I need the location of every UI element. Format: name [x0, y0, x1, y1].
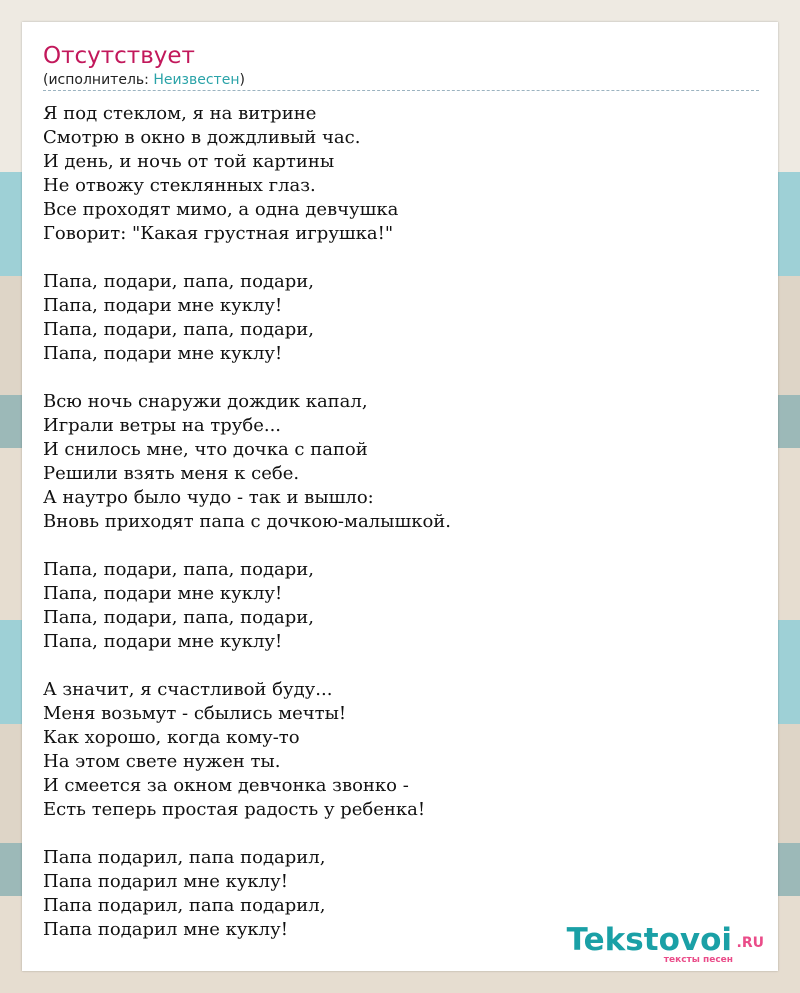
lyrics-line: Как хорошо, когда кому-то	[43, 727, 300, 748]
lyrics-line: А значит, я счастливой буду...	[43, 679, 333, 700]
lyrics-line: Папа подарил, папа подарил,	[43, 895, 326, 916]
site-logo[interactable]	[565, 923, 770, 967]
lyrics-line: Меня возьмут - сбылись мечты!	[43, 703, 347, 724]
lyrics-line: Папа, подари мне куклу!	[43, 631, 283, 652]
lyrics-stanza	[43, 102, 763, 246]
lyrics-line: Смотрю в окно в дождливый час.	[43, 127, 361, 148]
lyrics-line: Говорит: "Какая грустная игрушка!"	[43, 223, 394, 244]
lyrics-line: Все проходят мимо, а одна девчушка	[43, 199, 399, 220]
lyrics-stanza	[43, 270, 763, 366]
artist-link[interactable]: Неизвестен	[153, 72, 240, 88]
lyrics-stanza	[43, 678, 763, 822]
logo-wordmark: Tekstovoi	[566, 922, 732, 958]
title-divider	[43, 90, 759, 91]
lyrics-line: Вновь приходят папа с дочкою-малышкой.	[43, 511, 452, 532]
lyrics-line: Папа, подари, папа, подари,	[43, 559, 315, 580]
lyrics-line: Папа, подари, папа, подари,	[43, 319, 315, 340]
lyrics-line: Всю ночь снаружи дождик капал,	[43, 391, 368, 412]
lyrics-text	[43, 102, 763, 966]
lyrics-stanza	[43, 558, 763, 654]
lyrics-line: Есть теперь простая радость у ребенка!	[43, 799, 426, 820]
lyrics-line: Папа, подари мне куклу!	[43, 583, 283, 604]
lyrics-line: Папа, подари мне куклу!	[43, 343, 283, 364]
song-title: Отсутствует	[43, 43, 195, 69]
lyrics-line: Решили взять меня к себе.	[43, 463, 300, 484]
lyrics-line: И день, и ночь от той картины	[43, 151, 335, 172]
lyrics-line: Не отвожу стеклянных глаз.	[43, 175, 316, 196]
lyrics-card	[22, 22, 778, 971]
lyrics-line: Папа, подари мне куклу!	[43, 295, 283, 316]
lyrics-line: Папа, подари, папа, подари,	[43, 271, 315, 292]
lyrics-line: А наутро было чудо - так и вышло:	[43, 487, 374, 508]
artist-line	[43, 71, 245, 89]
lyrics-line: И смеется за окном девчонка звонко -	[43, 775, 409, 796]
lyrics-line: На этом свете нужен ты.	[43, 751, 281, 772]
artist-suffix: )	[239, 72, 245, 88]
artist-prefix: (исполнитель:	[43, 72, 154, 88]
lyrics-line: И снилось мне, что дочка с папой	[43, 439, 368, 460]
lyrics-stanza	[43, 390, 763, 534]
lyrics-line: Я под стеклом, я на витрине	[43, 103, 317, 124]
lyrics-line: Папа подарил мне куклу!	[43, 871, 288, 892]
logo-tld: .RU	[736, 935, 764, 951]
lyrics-line: Папа, подари, папа, подари,	[43, 607, 315, 628]
lyrics-line: Папа подарил, папа подарил,	[43, 847, 326, 868]
logo-tagline: тексты песен	[663, 955, 733, 965]
lyrics-line: Играли ветры на трубе...	[43, 415, 282, 436]
lyrics-line: Папа подарил мне куклу!	[43, 919, 288, 940]
